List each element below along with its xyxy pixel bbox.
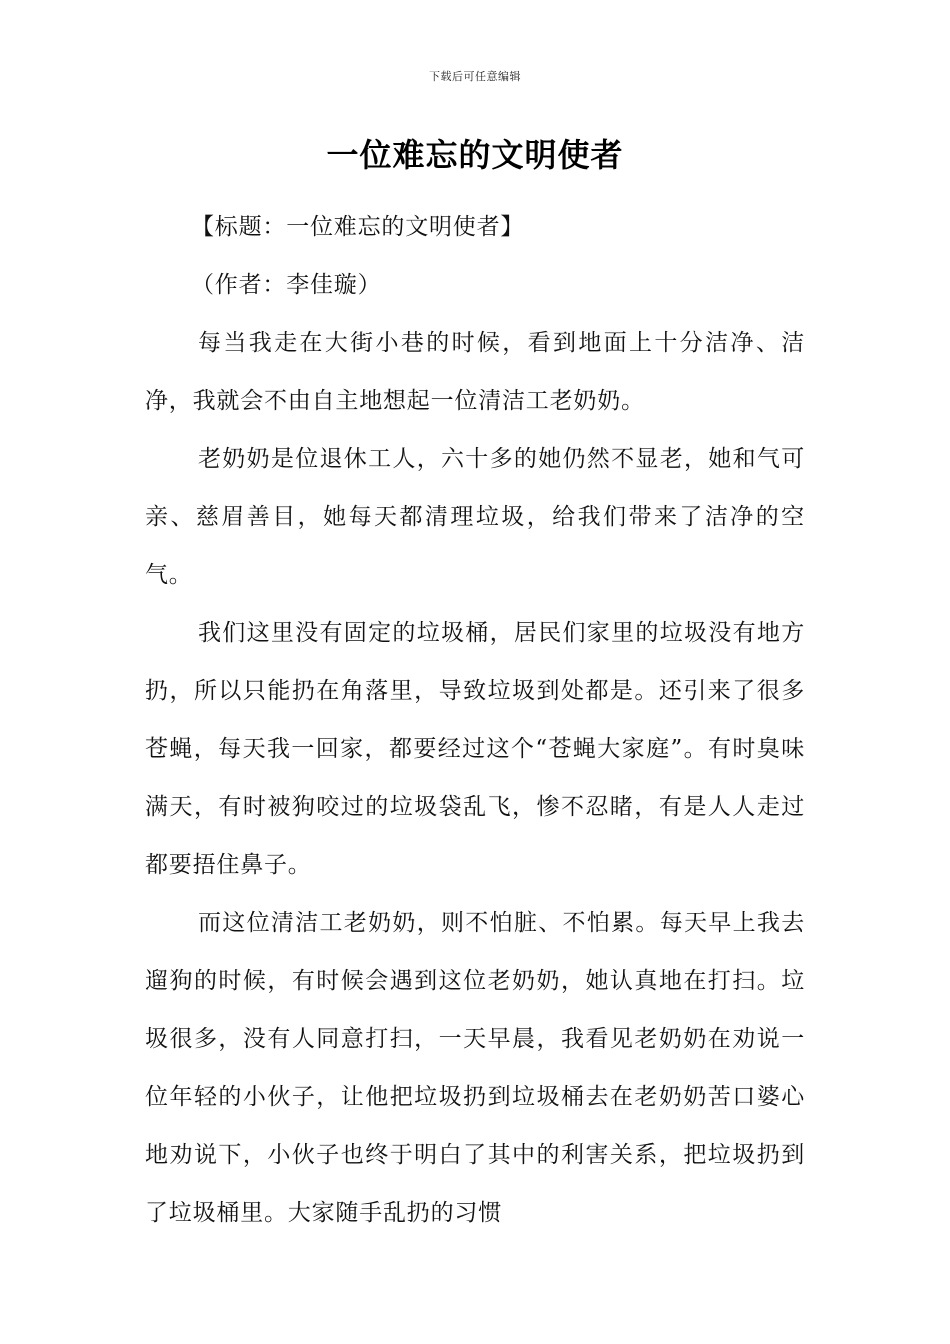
document-body [145, 198, 805, 1242]
document-title: 一位难忘的文明使者 [326, 136, 624, 174]
subtitle-line: 【标题：一位难忘的文明使者】 [191, 214, 525, 240]
paragraph: 每当我走在大街小巷的时候，看到地面上十分洁净、洁净，我就会不由自主地想起一位清洁工老奶奶。 [145, 330, 805, 414]
paragraph: 而这位清洁工老奶奶，则不怕脏、不怕累。每天早上我去遛狗的时候，有时候会遇到这位老奶奶，她认真地在打扫。垃圾很多，没有人同意打扫，一天早晨，我看见老奶奶在劝说一位年轻的小伙子，让他把垃圾扔到垃圾桶去在老奶奶苦口婆心地劝说下，小伙子也终于明白了其中的利害关系，把垃圾扔到了垃圾桶里。大家随手乱扔的习惯 [145, 910, 805, 1226]
author-line: （作者：李佳璇） [191, 272, 382, 298]
paragraph: 老奶奶是位退休工人，六十多的她仍然不显老，她和气可亲、慈眉善目，她每天都清理垃圾，给我们带来了洁净的空气。 [145, 446, 805, 588]
header-note: 下载后可任意编辑 [429, 70, 521, 83]
paragraph: 我们这里没有固定的垃圾桶，居民们家里的垃圾没有地方扔，所以只能扔在角落里，导致垃圾到处都是。还引来了很多苍蝇，每天我一回家，都要经过这个“苍蝇大家庭”。有时臭味满天，有时被狗咬过的垃圾袋乱飞，惨不忍睹，有是人人走过都要捂住鼻子。 [145, 620, 805, 878]
